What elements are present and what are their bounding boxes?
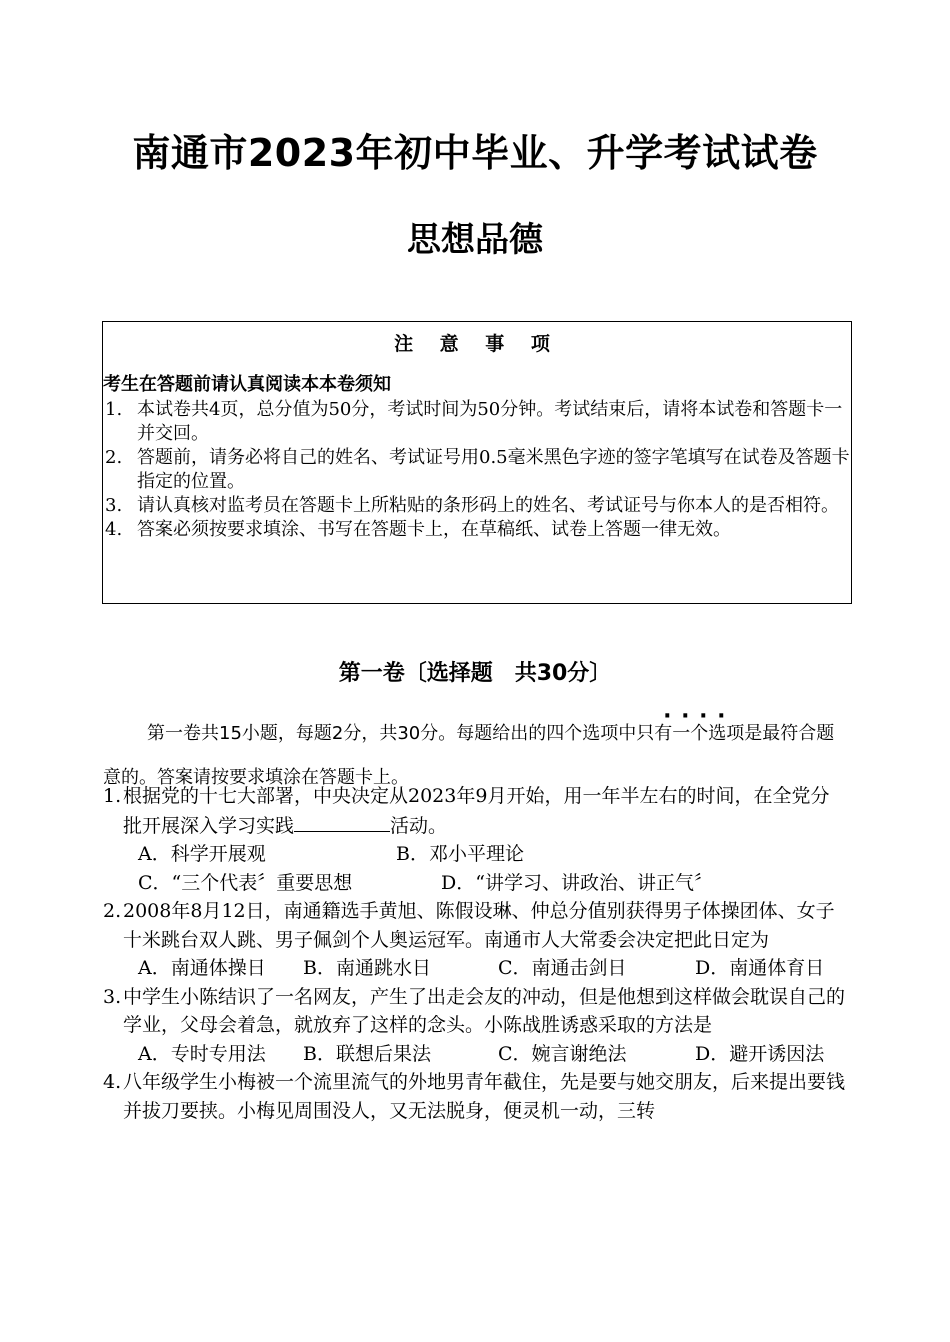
emphasis-char: 只 <box>636 723 655 744</box>
notice-item <box>103 494 851 518</box>
option-a: A．专时专用法 <box>138 1042 266 1065</box>
question-text: 中学生小陈结识了一名网友，产生了出走会友的冲动，但是他想到这样做会耽误自己的学业，父母会着急，就放弃了这样的念头。小陈战胜诱惑采取的方法是 <box>123 985 846 1036</box>
instructions-text: 选项是最符合题意的。答案请按要求填涂在答题卡上。 <box>103 723 835 788</box>
option-c: C．南通击剑日 <box>498 957 627 979</box>
notice-heading: 注 意 事 项 <box>394 333 560 355</box>
emphasis-char: 有 <box>654 723 673 744</box>
option-row <box>103 1040 848 1069</box>
option-c: C．“三个代表〞重要思想 <box>138 871 353 894</box>
option-a: A．科学开展观 <box>138 843 266 865</box>
notice-item-text: 答案必须按要求填涂、书写在答题卡上，在草稿纸、试卷上答题一律无效。 <box>137 519 731 540</box>
notice-item-text: 答题前，请务必将自己的姓名、考试证号用0.5毫米黑色字迹的签字笔填写在试卷及答题卡指定的位置。 <box>137 447 850 492</box>
section-title: 第一卷〔选择题 共30分〕 <box>338 661 612 686</box>
notice-intro: 考生在答题前请认真阅读本本卷须知 <box>103 374 391 395</box>
notice-item-number: 2. <box>105 447 123 468</box>
notice-item-number: 3. <box>105 495 123 516</box>
option-b: B．南通跳水日 <box>303 957 431 979</box>
option-row <box>103 954 848 983</box>
notice-item-text: 本试卷共4页，总分值为50分，考试时间为50分钟。考试结束后，请将本试卷和答题卡一并交回。 <box>137 399 843 444</box>
notice-box <box>102 321 852 604</box>
option-d: D．“讲学习、讲政治、讲正气〞 <box>441 871 713 894</box>
notice-item-number: 1. <box>105 399 123 420</box>
option-a: A．南通体操日 <box>138 957 266 979</box>
question-number: 2. <box>103 900 122 922</box>
document-title: 南通市2023年初中毕业、升学考试试卷 <box>132 131 818 175</box>
question-number: 1. <box>103 785 122 807</box>
question <box>103 1068 848 1125</box>
question <box>103 782 848 840</box>
question <box>103 983 848 1040</box>
question-number: 4. <box>103 1071 122 1093</box>
emphasis-char: 一 <box>672 723 691 744</box>
option-c: C．婉言谢绝法 <box>498 1042 627 1065</box>
question-text: 2008年8月12日，南通籍选手黄旭、陈假设琳、仲总分值别获得男子体操团体、女子十米跳台双人跳、男子佩剑个人奥运冠军。南通市人大常委会决定把此日定为 <box>123 900 835 951</box>
notice-item <box>103 398 851 446</box>
option-row <box>103 869 848 898</box>
question <box>103 897 848 954</box>
option-d: D．南通体育日 <box>695 957 825 979</box>
option-b: B．联想后果法 <box>303 1042 431 1065</box>
option-row <box>103 840 848 869</box>
notice-item-text: 请认真核对监考员在答题卡上所粘贴的条形码上的姓名、考试证号与你本人的是否相符。 <box>137 495 839 516</box>
subject-title: 思想品德 <box>407 220 543 260</box>
answer-blank <box>294 811 390 832</box>
question-number: 3. <box>103 985 122 1008</box>
notice-item-number: 4. <box>105 519 123 540</box>
question-list <box>103 782 848 1125</box>
emphasis-char: 个 <box>690 723 709 744</box>
instructions-text: 第一卷共15小题，每题2分，共30分。每题给出的四个选项中 <box>147 723 637 744</box>
question-text: 八年级学生小梅被一个流里流气的外地男青年截住，先是要与她交朋友，后来提出要钱并拔刀要挟。小梅见周围没人，又无法脱身，便灵机一动，三转 <box>123 1071 846 1122</box>
option-b: B．邓小平理论 <box>396 843 524 865</box>
notice-item <box>103 518 851 542</box>
notice-item <box>103 446 851 494</box>
question-text: 根据党的十七大部署，中央决定从2023年9月开始，用一年半左右的时间，在全党分批开展深入学习实践 <box>123 785 830 837</box>
question-text: 活动。 <box>390 814 448 837</box>
option-d: D．避开诱因法 <box>695 1042 825 1065</box>
